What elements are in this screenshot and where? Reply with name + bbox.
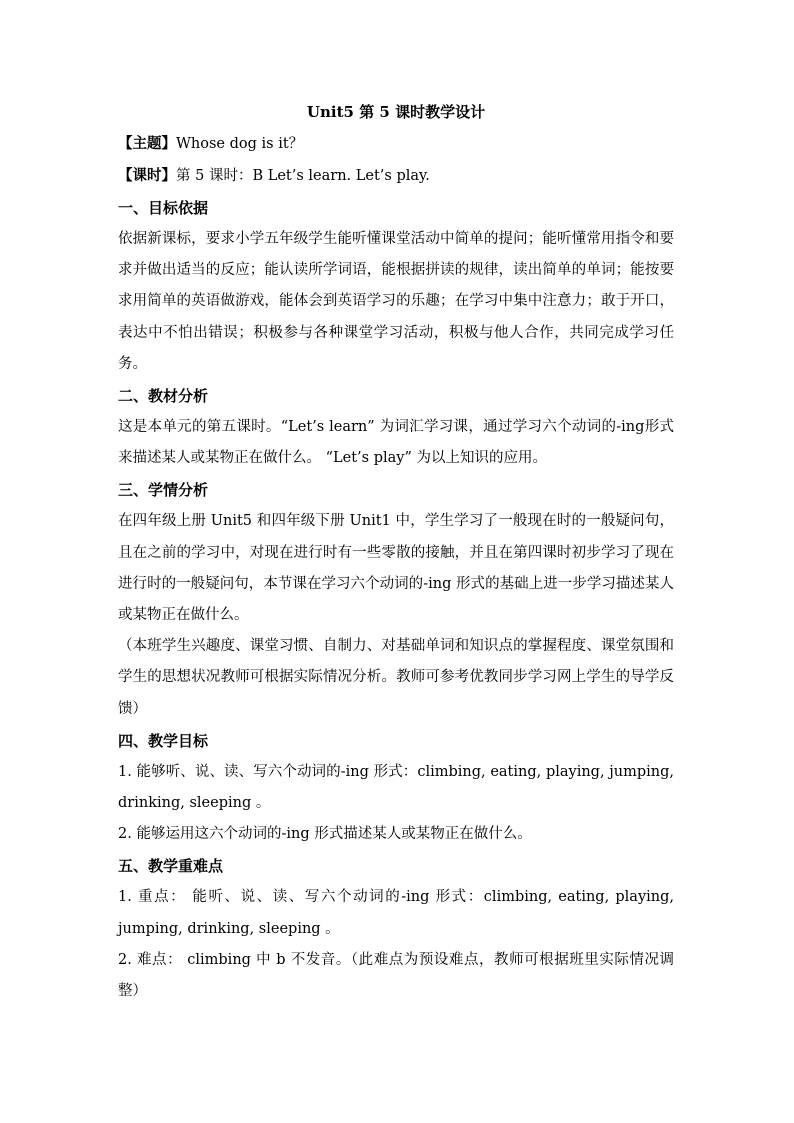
section-heading-material-analysis: 二、教材分析 <box>118 387 209 406</box>
section-heading-goal-basis: 一、目标依据 <box>118 199 209 217</box>
document-page <box>118 96 674 1007</box>
section-paragraph: 这是本单元的第五课时。“Let’s learn” 为词汇学习课，通过学习六个动词的-ing形式来描述某人或某物正在做什么。 “Let’s play” 为以上知识的应用。 <box>118 419 674 467</box>
topic-value: Whose dog is it？ <box>176 136 304 152</box>
section-heading-student-analysis: 三、学情分析 <box>118 481 209 500</box>
lesson-label-open: 【课 <box>118 167 147 184</box>
lesson-label-close: 时】 <box>147 167 176 184</box>
topic-label-open: 【主 <box>118 135 147 152</box>
document-title: Unit5 第 5 课时教学设计 <box>306 103 486 121</box>
section-paragraph-note: （本班学生兴趣度、课堂习惯、自制力、对基础单词和知识点的掌握程度、课堂氛围和学生的思想状况教师可根据实际情况分析。教师可参考优教同步学习网上学生的导学反馈） <box>118 638 674 717</box>
section-heading-teaching-goals: 四、教学目标 <box>118 731 209 750</box>
section-list-item: 1. 能够听、说、读、写六个动词的-ing 形式：climbing, eating, playing, jumping, drinking, sleeping 。 <box>118 763 674 812</box>
topic-label-close: 题】 <box>147 135 176 152</box>
section-heading-key-points: 五、教学重难点 <box>118 857 224 876</box>
topic-line <box>118 128 674 160</box>
lesson-value: 第 5 课时：B Let’s learn. Let’s play. <box>176 168 430 184</box>
section-paragraph: 依据新课标，要求小学五年级学生能听懂课堂活动中简单的提问；能听懂常用指令和要求并做出适当的反应；能认读所学词语，能根据拼读的规律，读出简单的单词；能按要求用简单的英语做游戏，能体会到英语学习的乐趣；在学习中集中注意力；敢于开口，表达中不怕出错误；积极参与各种课堂学习活动，积极与他人合作，共同完成学习任务。 <box>118 231 674 372</box>
section-paragraph: 在四年级上册 Unit5 和四年级下册 Unit1 中，学生学习了一般现在时的一般疑问句，且在之前的学习中，对现在进行时有一些零散的接触，并且在第四课时初步学习了现在进行时的一般疑问句，本节课在学习六个动词的-ing 形式的基础上进一步学习描述某人或某物正在做什么。 <box>118 513 674 624</box>
section-list-item: 1. 重点： 能听、说、读、写六个动词的-ing 形式：climbing, eating, playing, jumping, drinking, sleeping 。 <box>118 889 674 937</box>
lesson-line <box>118 160 674 192</box>
section-list-item: 2. 难点： climbing 中 b 不发音。（此难点为预设难点，教师可根据班里实际情况调整） <box>118 951 674 1000</box>
section-list-item: 2. 能够运用这六个动词的-ing 形式描述某人或某物正在做什么。 <box>118 826 532 843</box>
